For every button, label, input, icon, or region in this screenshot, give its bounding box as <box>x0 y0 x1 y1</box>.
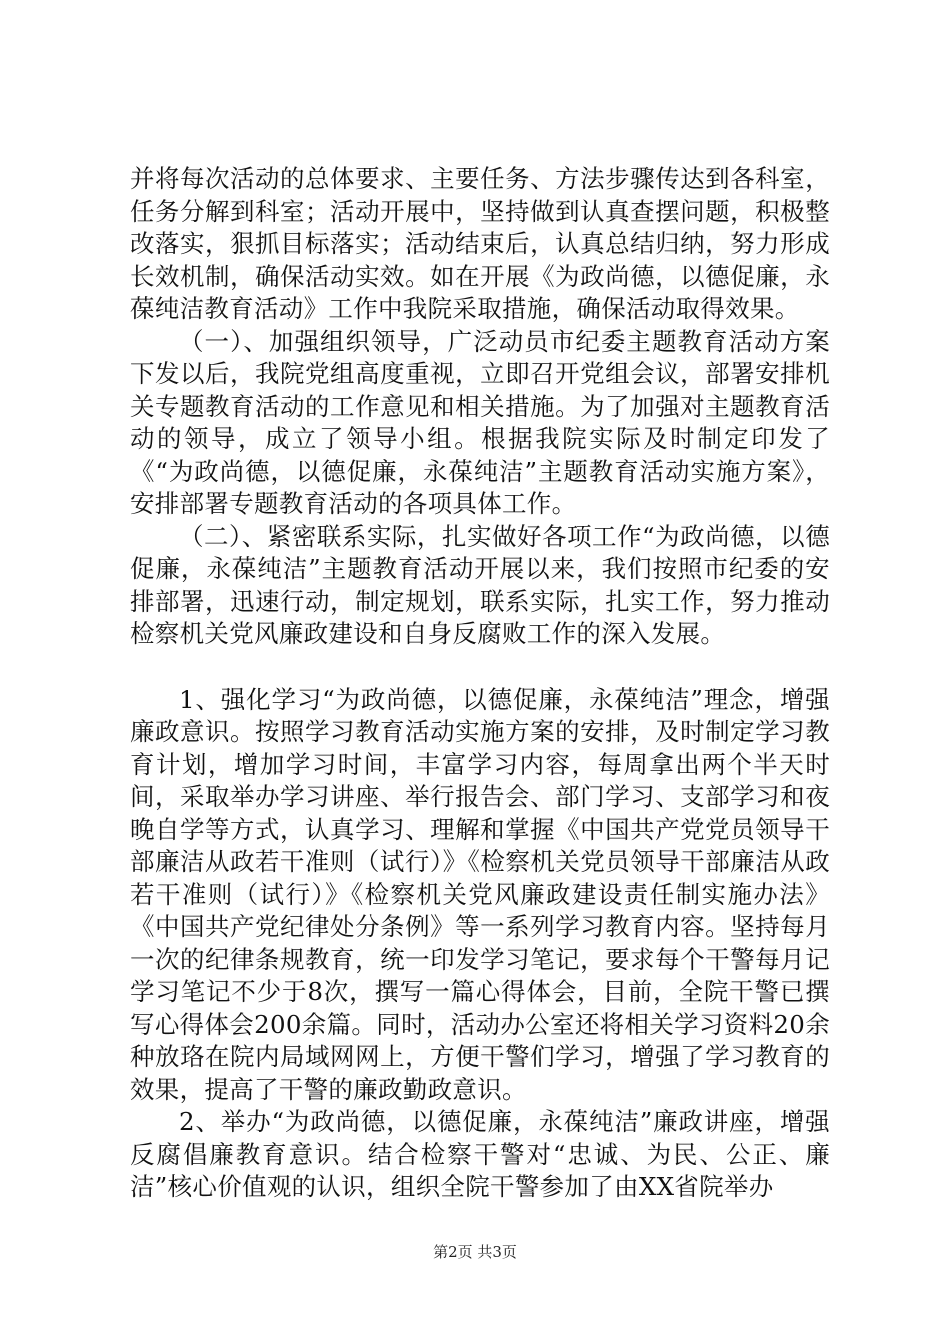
document-body <box>130 163 830 1204</box>
paragraph-item-2: 2、举办“为政尚德，以德促廉，永葆纯洁”廉政讲座，增强反腐倡廉教育意识。结合检察干警对“忠诚、为民、公正、廉洁”核心价值观的认识，组织全院干警参加了由XX省院举办 <box>130 1107 830 1201</box>
paragraph-spacer <box>130 651 830 684</box>
paragraph-item-1: 1、强化学习“为政尚德，以德促廉，永葆纯洁”理念，增强廉政意识。按照学习教育活动实施方案的安排，及时制定学习教育计划，增加学习时间，丰富学习内容，每周拿出两个半天时间，采取举办学习讲座、举行报告会、部门学习、支部学习和夜晚自学等方式，认真学习、理解和掌握《中国共产党党员领导干部廉洁从政若干准则（试行）》《检察机关党员领导干部廉洁从政若干准则（试行）》《检察机关党风廉政建设责任制实施办法》《中国共产党纪律处分条例》等一系列学习教育内容。坚持每月一次的纪律条规教育，统一印发学习笔记，要求每个干警每月记学习笔记不少于8次，撰写一篇心得体会，目前，全院干警已撰写心得体会200余篇。同时，活动办公室还将相关学习资料20余种放珞在院内局域网网上，方便干警们学习，增强了学习教育的效果，提高了干警的廉政勤政意识。 <box>130 684 830 1104</box>
paragraph-section-2: （二）、紧密联系实际，扎实做好各项工作“为政尚德，以德促廉，永葆纯洁”主题教育活动开展以来，我们按照市纪委的安排部署，迅速行动，制定规划，联系实际，扎实工作，努力推动检察机关党风廉政建设和自身反腐败工作的深入发展。 <box>130 521 830 648</box>
paragraph-section-1: （一）、加强组织领导，广泛动员市纪委主题教育活动方案下发以后，我院党组高度重视，立即召开党组会议，部署安排机关专题教育活动的工作意见和相关措施。为了加强对主题教育活动的领导，成立了领导小组。根据我院实际及时制定印发了《“为政尚德，以德促廉，永葆纯洁”主题教育活动实施方案》，安排部署专题教育活动的各项具体工作。 <box>130 326 830 518</box>
page-footer: 第2页 共3页 <box>433 1243 517 1261</box>
paragraph-intro: 并将每次活动的总体要求、主要任务、方法步骤传达到各科室，任务分解到科室；活动开展中，坚持做到认真查摆问题，积极整改落实，狠抓目标落实；活动结束后，认真总结归纳，努力形成长效机制，确保活动实效。如在开展《为政尚德，以德促廉，永葆纯洁教育活动》工作中我院采取措施，确保活动取得效果。 <box>130 164 830 323</box>
